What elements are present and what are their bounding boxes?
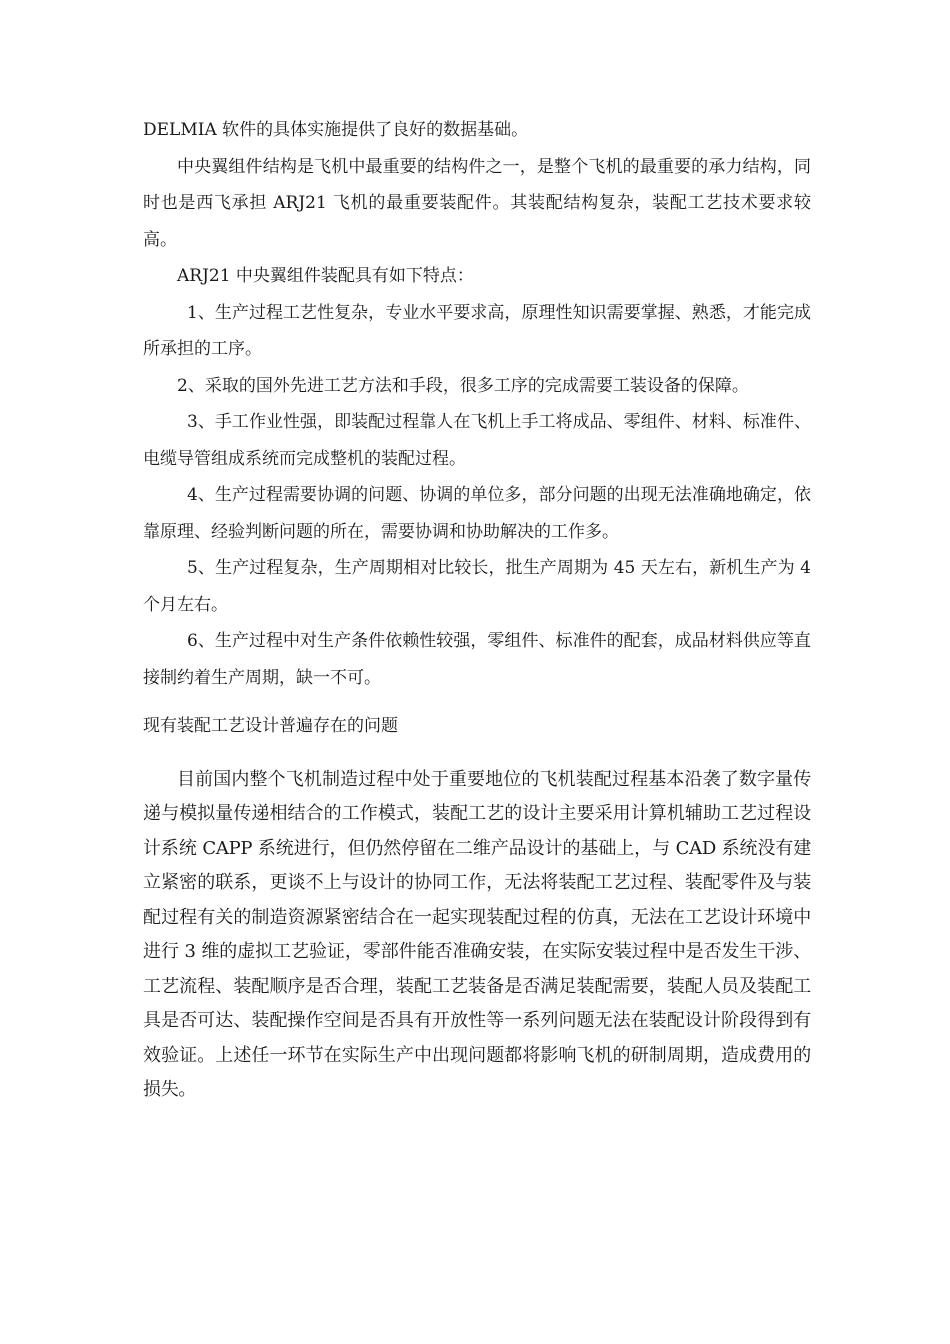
paragraph-features-intro: ARJ21 中央翼组件装配具有如下特点： <box>177 266 474 286</box>
list-item-feature-3: 3、手工作业性强，即装配过程靠人在飞机上手工将成品、零组件、材料、标准件、电缆导管组成系统而完成整机的装配过程。 <box>143 412 811 469</box>
list-item-feature-1: 1、生产过程工艺性复杂，专业水平要求高，原理性知识需要掌握、熟悉，才能完成所承担的工序。 <box>143 302 811 359</box>
section-paragraph: 目前国内整个飞机制造过程中处于重要地位的飞机装配过程基本沿袭了数字量传递与模拟量传递相结合的工作模式，装配工艺的设计主要采用计算机辅助工艺过程设计系统 CAPP 系统进行，但仍然停留在二维产品设计的基础上，与 CAD 系统没有建立紧密的联系，更谈不上与设计的协同工作，无法将装配工艺过程、装配零件及与装配过程有关的制造资源紧密结合在一起实现装配过程的仿真，无法在工艺设计环境中进行 3 维的虚拟工艺验证，零部件能否准确安装，在实际安装过程中是否发生干涉、工艺流程、装配顺序是否合理，装配工艺装备是否满足装配需要，装配人员及装配工具是否可达、装配操作空间是否具有开放性等一系列问题无法在装配设计阶段得到有效验证。上述任一环节在实际生产中出现问题都将影响飞机的研制周期，造成费用的损失。 <box>143 768 811 1100</box>
paragraph-continuation: DELMIA 软件的具体实施提供了良好的数据基础。 <box>143 120 529 140</box>
list-item-feature-5: 5、生产过程复杂，生产周期相对比较长，批生产周期为 45 天左右，新机生产为 4 个月左右。 <box>143 558 811 615</box>
document-body <box>143 112 811 1108</box>
list-item-feature-4: 4、生产过程需要协调的问题、协调的单位多，部分问题的出现无法准确地确定，依靠原理、经验判断问题的所在，需要协调和协助解决的工作多。 <box>143 485 811 542</box>
list-item-feature-2: 2、采取的国外先进工艺方法和手段，很多工序的完成需要工装设备的保障。 <box>177 375 749 396</box>
section-heading: 现有装配工艺设计普遍存在的问题 <box>143 716 398 736</box>
paragraph-central-wing-intro: 中央翼组件结构是飞机中最重要的结构件之一，是整个飞机的最重要的承力结构，同时也是西飞承担 ARJ21 飞机的最重要装配件。其装配结构复杂，装配工艺技术要求较高。 <box>143 156 811 250</box>
list-item-feature-6: 6、生产过程中对生产条件依赖性较强，零组件、标准件的配套，成品材料供应等直接制约着生产周期，缺一不可。 <box>143 631 811 688</box>
